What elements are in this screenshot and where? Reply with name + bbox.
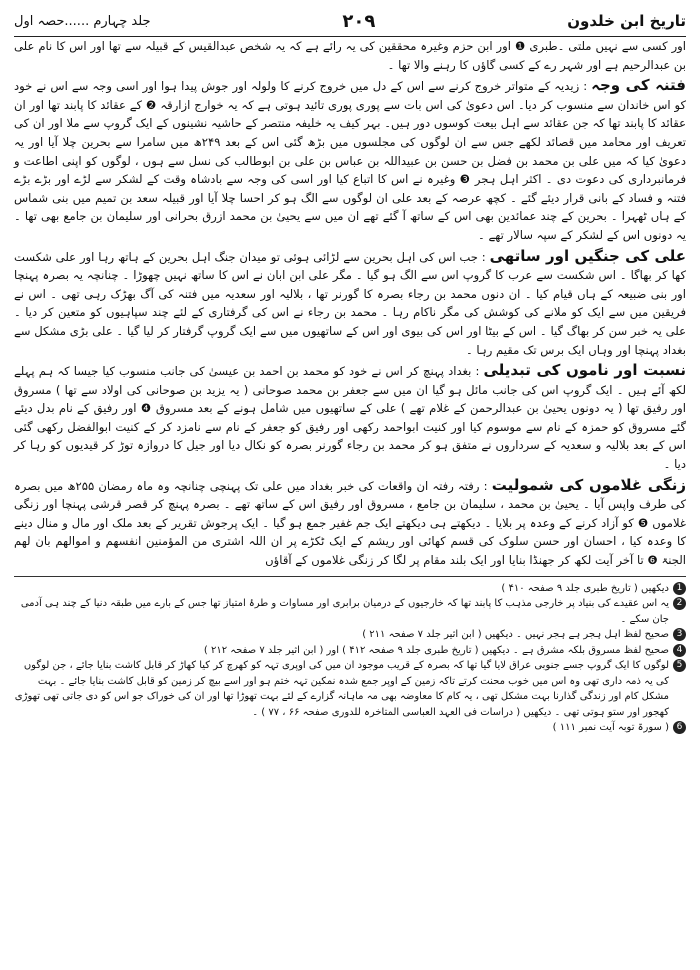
footnote	[14, 627, 686, 643]
footnote	[14, 596, 686, 627]
footnote-marker: 2	[673, 597, 686, 610]
footnote-marker: 1	[673, 582, 686, 595]
footnote-text: ( سورۃ توبہ آیت نمبر ۱۱۱ )	[552, 722, 669, 734]
main-text	[14, 37, 686, 570]
section-text: : زیدیہ کے متواتر خروج کرنے سے اس کے دل میں خروج کرنے کا ولولہ اور جوش پیدا ہوا اور اسی وجہ سے اس نے خود کو اس خاندان سے منسوب کر دیا۔ اس دعویٰ کی اس بات سے پوری پوری تائید ہوتی ہے کہ یہ خوارج ازارقہ ❷ کے عقائد کا پابند تھا اور ان عقائد کا پابند تھا کہ جن عقائد سے اہل بیعت کوسوں دور ہیں۔ بہر کیف یہ خلیفہ منتصر کے حاشیہ نشینوں کے ایک گروپ سے ملا اور ان کی تعریف اور محامد میں قصائد لکھے جس سے ان لوگوں کی مجلسوں میں بڑھ گئی اس کے بعد ۲۴۹ھ میں سامرا سے بحرین چلا آیا اور یہ دعویٰ کیا کہ میں علی بن محمد بن فضل بن حسن بن عبیداللہ بن عباس بن علی بن ابوطالب کی نسل سے ہوں ، لوگوں کو اپنی اطاعت و فرمانبرداری کی دعوت دی ۔ اکثر اہل ہجر ❸ وغیرہ نے اس کا اتباع کیا اور اسی کی وجہ سے بادشاہ وقت کے لشکر سے لڑے اور بڑے بڑے فتنہ و فساد کے بانی قرار دیئے گئے ۔ کچھ عرصہ کے بعد علی ان لوگوں سے الگ ہو کر احسا چلا آیا اور قبیلہ سعد بن تمیم میں بنی شماس کے ہاں ٹھہرا ۔ بحرین کے چند عمائدین بھی اس کے ساتھ آ گئے تھے ان میں سے یحییٰ بن محمد ازرق بحرانی اور سلیمان بن جامع بھی تھا ۔ یہ دونوں اس کے لشکر کے سپہ سالار تھے ۔	[14, 79, 687, 242]
section-heading: زنگی غلاموں کی شمولیت	[491, 475, 686, 494]
section-text: : بغداد پہنچ کر اس نے خود کو محمد بن احمد بن عیسیٰ کی جانب منسوب کیا جیسا کہ ہم پہلے لکھ آئے ہیں ۔ ایک گروپ اس کی جانب مائل ہو گیا ان میں سے جعفر بن محمد صوحانی ( یہ یزید بن صوحانی کی اولاد سے تھا ) مسروق اور رفیق تھا ( یہ دونوں یحییٰ بن عبدالرحمن کے غلام تھے ) علی کے ساتھیوں میں شامل ہونے کے بعد مسروق ❹ اور رفیق کے نام بدل دیئے گئے مسروق کو حمزہ کے نام سے موسوم کیا اور کنیت ابواحمد رکھی اور رفیق کو جعفر کے نام سے نامزد کر کے کنیت ابوالفضل رکھی گئی اس کے بعد بلالیہ و سعدیہ کے سرداروں نے متفق ہو کر محمد بن رجاء گورنر بصرہ کو نکال دیا اور جیل کا دروازہ توڑ کر قیدیوں کو رہا کر دیا ۔	[14, 364, 686, 472]
footnote	[14, 581, 686, 597]
footnote-marker: 6	[673, 721, 686, 734]
footnote-divider	[14, 576, 686, 577]
section-slaves	[14, 476, 686, 570]
section-text: : رفتہ رفتہ ان واقعات کی خبر بغداد میں علی تک پہنچی چنانچہ وہ ماہ رمضان ۲۵۵ھ میں بصرہ کی طرف واپس آیا ۔ یحییٰ بن محمد ، سلیمان بن جامع ، مسروق اور رفیق اس کے ساتھ تھے ۔ بصرہ پہنچ کر قصر قرشی پہنچا اور زنگی غلاموں ❺ کو آزاد کرنے کے وعدہ پر بلایا ۔ دیکھتے ہی دیکھتے ایک جم غفیر جمع ہو گیا ۔ ایک پرجوش تقریر کے بعد ملک اور مال و منال دینے کا وعدہ کیا ، احسان اور حسن سلوک کی قسم کھائی اور ریشم کے ایک ٹکڑے پر ان اللہ اشتری من المؤمنین انفسھم و اموالھم بان لھم الجنۃ ❻ تا آخر آیت لکھ کر جھنڈا بنایا اور ایک بلند مقام پر لگا کر زنگی غلاموں کے آقاؤں	[14, 478, 686, 568]
section-cause	[14, 76, 686, 244]
section-battles	[14, 247, 686, 360]
footnote-text: یہ اس عقیدے کی بنیاد پر خارجی مذہب کا پابند تھا کہ خارجیوں کے درمیان برابری اور مساوات و طرۂ امتیاز تھا جس کے بارے میں طبقہ دنیا کے چند ہی آدمی جان سکے ۔	[20, 598, 669, 625]
footnote-text: صحیح لفظ مسروق بلکہ مشرق ہے ۔ دیکھیں ( تاریخ طبری جلد ۹ صفحہ ۴۱۲ ) اور ( ابن اثیر جلد ۷ صفحہ ۲۱۲ )	[203, 644, 669, 656]
footnotes	[14, 581, 686, 736]
book-title: تاریخ ابن خلدون	[567, 12, 686, 30]
page-number: ۲۰۹	[342, 10, 376, 32]
section-heading: علی کی جنگیں اور ساتھی	[489, 246, 686, 265]
footnote-text: صحیح لفظ اہل ہجر ہے ہجر نہیں ۔ دیکھیں ( ابن اثیر جلد ۷ صفحہ ۲۱۱ )	[362, 629, 669, 641]
footnote-marker: 3	[673, 628, 686, 641]
footnote-text: دیکھیں ( تاریخ طبری جلد ۹ صفحہ ۴۱۰ )	[501, 582, 669, 594]
section-heading: فتنہ کی وجہ	[591, 76, 686, 95]
footnote-marker: 5	[673, 659, 686, 672]
footnote-text: لوگوں کا ایک گروپ جسے جنوبی عراق لایا گیا تھا کہ بصرہ کے قریب موجود ان میں کی اوپری تہہ کو کھرچ کر کیا کھاڑ کر قابل کاشت بنایا جائے ، جن لوگوں کی یہ ذمہ داری تھی وہ اس میں خوب محنت کرتے تاکہ زمین کے اوپر جمع شدہ نمکین تہہ ختم ہو اور اسے بیچ کر زمین کو قابل کاشت بنایا جائے ۔ بہت مشکل کام اور زندگی گذارنا بہت مشکل تھی ، یہ کام کا معاوضہ بھی مہ ماہانہ گزارے کے لئے بہت تھوڑا تھا اور ان کی خوراک جو اس کو دی جاتی تھی تھوڑی کھجور اور ستو ہوتی تھی ۔ دیکھیں ( دراسات فی العہد العباسی المتاخرہ للدوری صفحہ ۶۶ ، ۷۷ ) ۔	[14, 660, 669, 718]
footnote-marker: 4	[673, 644, 686, 657]
section-heading: نسبت اور ناموں کی تبدیلی	[483, 361, 686, 380]
section-names	[14, 361, 686, 474]
volume-label: جلد چہارم ......حصہ اول	[14, 13, 151, 29]
footnote	[14, 720, 686, 736]
intro-paragraph: اور کسی سے نہیں ملتی ۔طبری ❶ اور ابن حزم وغیرہ محققین کی یہ رائے ہے کہ یہ شخص عبدالقیس کے قبیلہ سے تھا اور اس کا نام علی بن عبدالرحیم ہے اور شہر رے کے کسی گاؤں کا رہنے والا تھا ۔	[14, 39, 686, 72]
footnote	[14, 658, 686, 720]
footnote	[14, 643, 686, 659]
page-header	[14, 6, 686, 37]
section-text: : جب اس کی اہل بحرین سے لڑائی ہوئی تو میدان جنگ اہل بحرین کے ہاتھ رہا اور علی شکست کھا کر بھاگا ۔ اس شکست سے عرب کا گروپ اس سے الگ ہو گیا ۔ مگر علی ابن ابان نے اس کا ساتھ نہیں چھوڑا ۔ چنانچہ یہ بصرہ پہنچا اور بنی ضبیعہ کے ہاں قیام کیا ۔ ان دنوں محمد بن رجاء بصرہ کا گورنر تھا ، بلالیہ اور سعدیہ میں فتنہ کی آگ بھڑک رہی تھی ۔ اس نے فریقین میں سے ایک کو ملانے کی کوشش کی مگر ناکام رہا ۔ محمد بن رجاء نے اس کی گرفتاری کے لئے چند سپاہیوں کو متعین کر دیا ۔ علی یہ خبر سن کر بھاگ گیا ۔ اس کے بیٹا اور اس کی بیوی اور اس کے ساتھیوں میں سے ایک گروپ گرفتار کر لیا گیا ۔ علی بڑی مشکل سے بغداد پہنچا اور وہاں ایک برس تک مقیم رہا ۔	[14, 249, 686, 357]
